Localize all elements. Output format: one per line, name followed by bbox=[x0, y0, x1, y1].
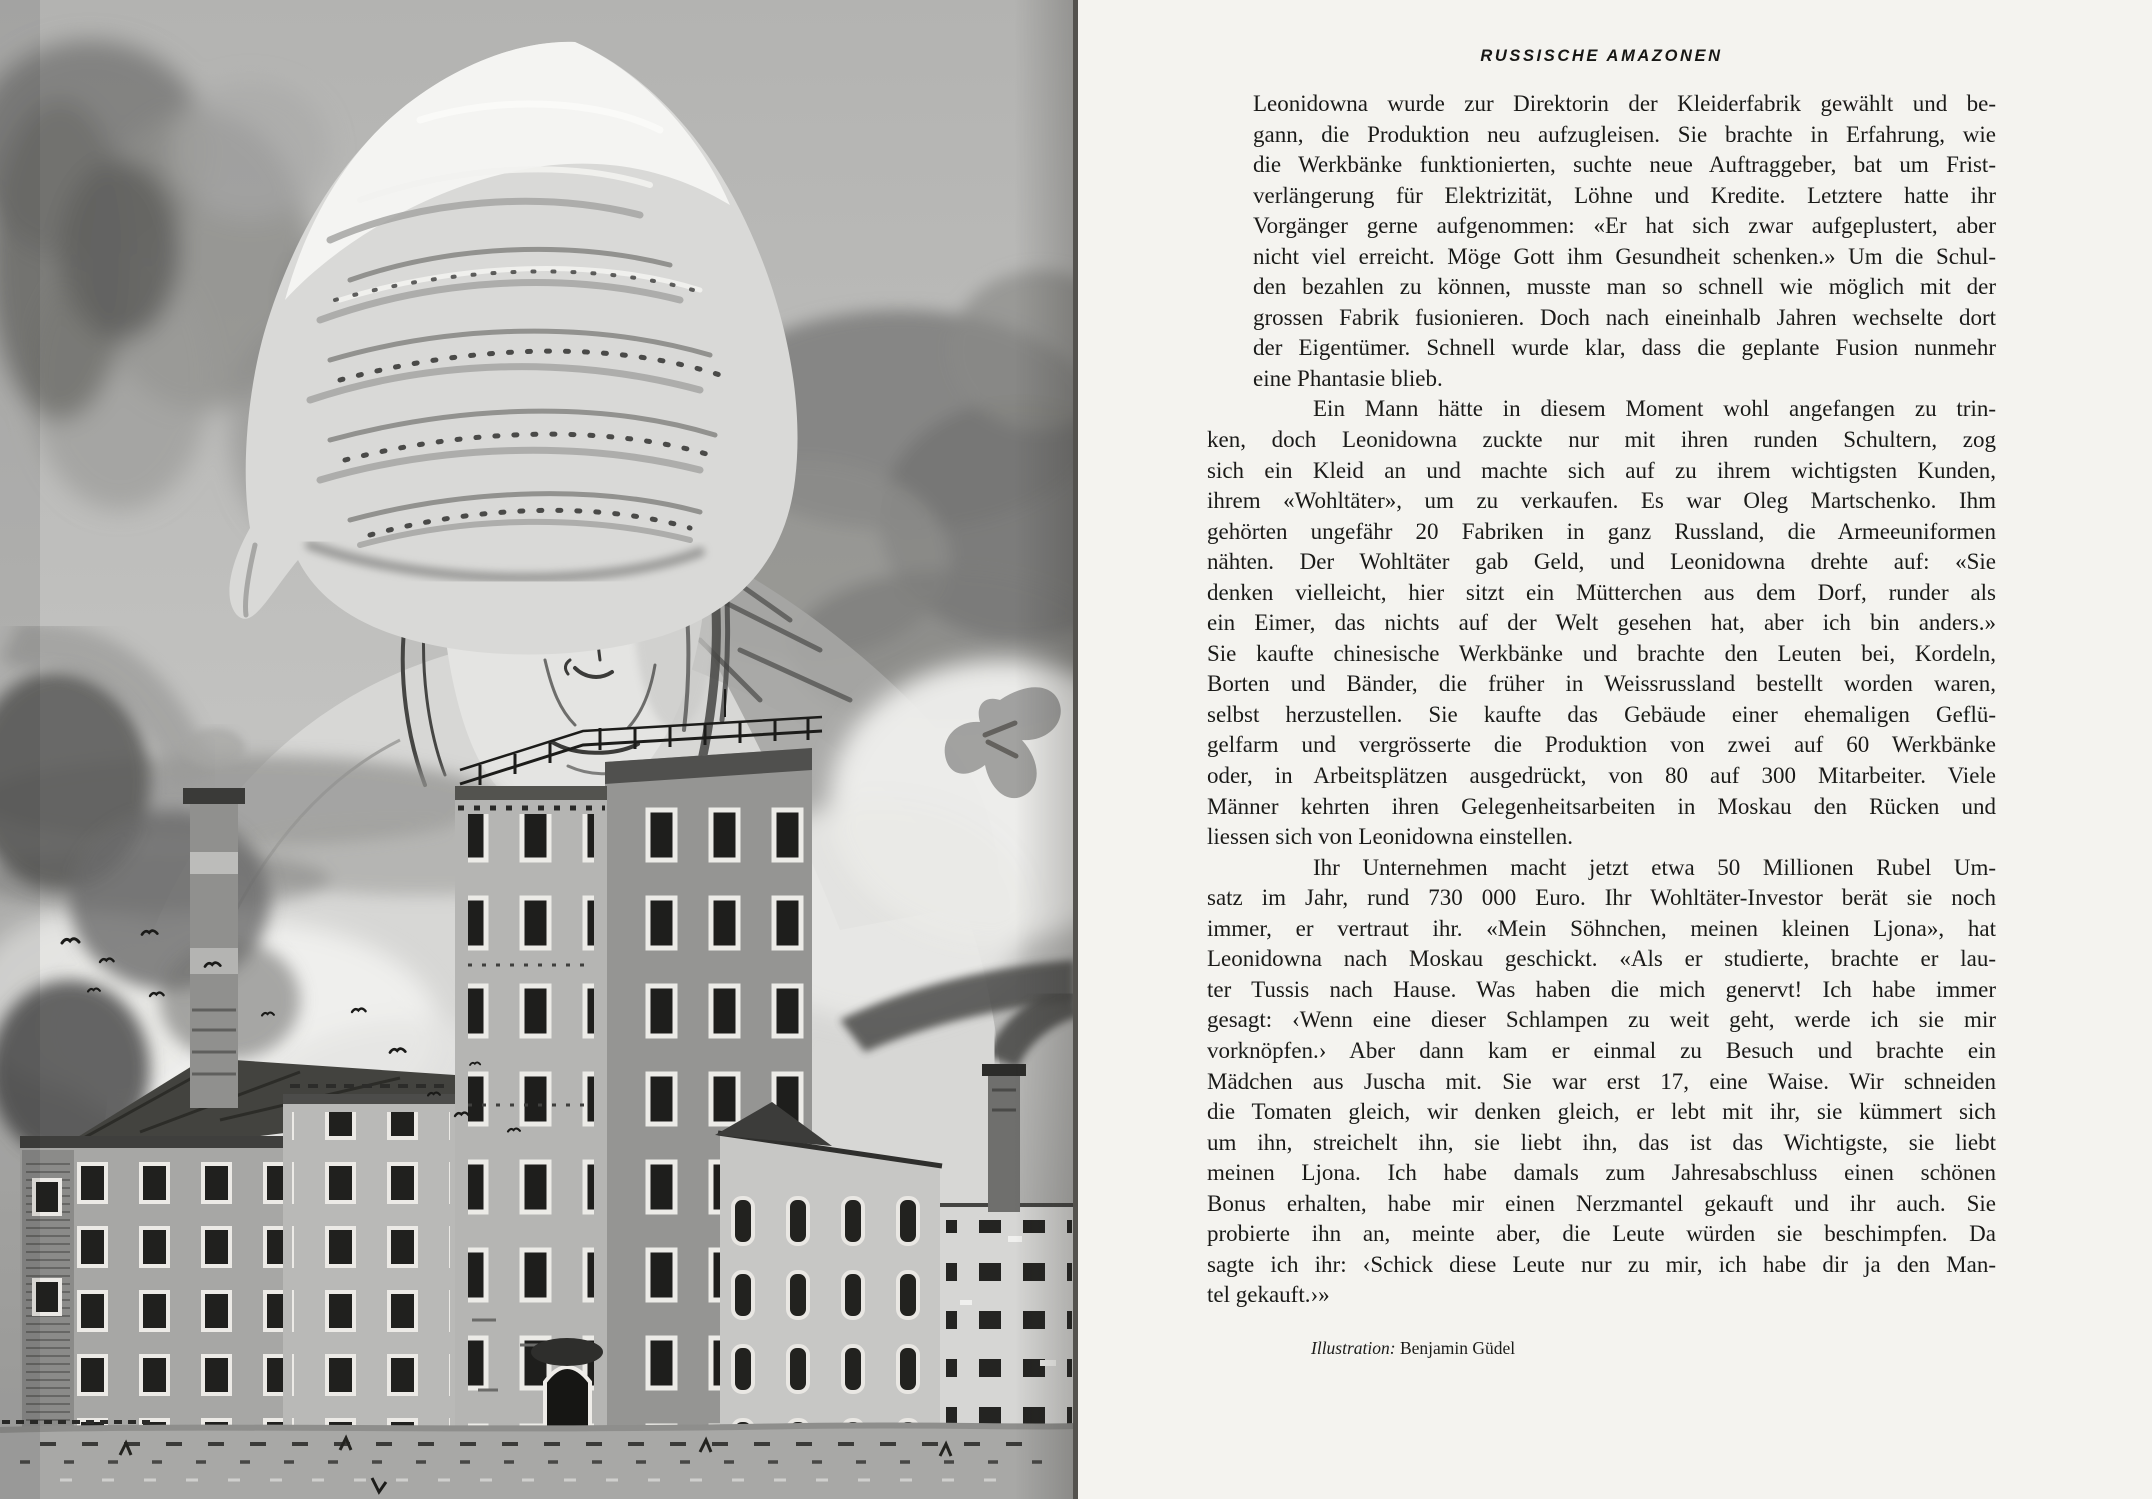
text-line: Bonus erhalten, habe mir einen Nerzmantel gekauft und ihr auch. Sie bbox=[1207, 1190, 1996, 1216]
text-line: um ihn, streichelt ihn, sie liebt ihn, das ist das Wichtigste, sie liebt bbox=[1207, 1129, 1996, 1155]
paragraph-2 bbox=[1207, 394, 1996, 852]
text-line: oder, in Arbeitsplätzen ausgedrückt, von 80 auf 300 Mitarbeiter. Viele bbox=[1207, 763, 1996, 789]
page-edge-shade bbox=[0, 0, 40, 1499]
illustration-credit bbox=[1311, 1338, 1515, 1359]
text-line: gesagt: ‹Wenn eine dieser Schlampen zu weit geht, werde ich sie mir bbox=[1207, 1007, 1996, 1033]
text-line: Vorgänger gerne aufgenommen: «Er hat sich zwar aufgeplustert, aber bbox=[1253, 213, 1996, 239]
text-line: ihrem «Wohltäter», um zu verkaufen. Es war Oleg Martschenko. Ihm bbox=[1207, 488, 1996, 514]
text-line: selbst herzustellen. Sie kaufte das Gebäude einer ehemaligen Geflü- bbox=[1207, 701, 1996, 727]
credit-label: Illustration: bbox=[1311, 1338, 1396, 1358]
text-line: sich ein Kleid an und machte sich auf zu ihrem wichtigsten Kunden, bbox=[1207, 457, 1996, 483]
text-line: vorknöpfen.› Aber dann kam er einmal zu Besuch und brachte ein bbox=[1207, 1037, 1996, 1063]
text-line: Leonidowna wurde zur Direktorin der Kleiderfabrik gewählt und be- bbox=[1253, 91, 1996, 116]
text-line: liessen sich von Leonidowna einstellen. bbox=[1207, 824, 1574, 850]
text-page bbox=[1078, 0, 2152, 1499]
tower-front-face bbox=[455, 786, 607, 1435]
text-line: nicht viel erreicht. Möge Gott ihm Gesundheit schenken.» Um die Schul- bbox=[1253, 243, 1996, 269]
text-line: denken vielleicht, hier sitzt ein Mütterchen aus dem Dorf, runder als bbox=[1207, 579, 1996, 605]
text-line: meinen Ljona. Ich habe damals zum Jahresabschluss einen schönen bbox=[1207, 1160, 1996, 1186]
paragraph-1 bbox=[1253, 89, 1996, 394]
text-line: Leonidowna nach Moskau geschickt. «Als er studierte, brachte er lau- bbox=[1207, 946, 1996, 972]
text-line: der Eigentümer. Schnell wurde klar, dass die geplante Fusion nunmehr bbox=[1253, 335, 1996, 361]
ground bbox=[0, 1422, 1075, 1499]
text-line: gehörten ungefähr 20 Fabriken in ganz Russland, die Armeeuniformen bbox=[1207, 518, 1996, 544]
article-body bbox=[1207, 89, 1996, 1311]
text-line: verlängerung für Elektrizität, Löhne und Kredite. Letztere hatte ihr bbox=[1253, 182, 1996, 208]
text-line: ter Tussis nach Hause. Was haben die mich genervt! Ich habe immer bbox=[1207, 976, 1996, 1002]
text-line: grossen Fabrik fusionieren. Doch nach eineinhalb Jahren wechselte dort bbox=[1253, 304, 1996, 330]
text-line: Männer kehrten ihren Gelegenheitsarbeiten in Moskau den Rücken und bbox=[1207, 793, 1996, 819]
text-line: ken, doch Leonidowna zuckte nur mit ihren runden Schultern, zog bbox=[1207, 427, 1996, 453]
mid-building bbox=[283, 1086, 455, 1435]
text-line: Sie kaufte chinesische Werkbänke und brachte den Leuten bei, Kordeln, bbox=[1207, 640, 1996, 666]
illustration-page bbox=[0, 0, 1075, 1499]
text-line: immer, er vertraut ihr. «Mein Söhnchen, meinen kleinen Ljona», hat bbox=[1207, 915, 1996, 941]
text-line: gelfarm und vergrösserte die Produktion von zwei auf 60 Werkbänke bbox=[1207, 732, 1996, 758]
text-line: probierte ihn an, meinte aber, die Leute würden sie beschimpfen. Da bbox=[1207, 1221, 1996, 1247]
credit-name: Benjamin Güdel bbox=[1399, 1338, 1516, 1358]
factory-woman-illustration bbox=[0, 0, 1075, 1499]
text-line: sagte ich ihr: ‹Schick diese Leute nur zu mir, ich habe dir ja den Man- bbox=[1207, 1251, 1996, 1277]
text-line: Mädchen aus Juscha mit. Sie war erst 17, eine Waise. Wir schneiden bbox=[1207, 1068, 1996, 1094]
text-line: nähten. Der Wohltäter gab Geld, und Leonidowna drehte auf: «Sie bbox=[1207, 549, 1996, 575]
paragraph-3 bbox=[1207, 853, 1996, 1311]
text-line: gann, die Produktion neu aufzugleisen. Sie brachte in Erfahrung, wie bbox=[1253, 121, 1996, 147]
text-line: den bezahlen zu können, musste man so schnell wie möglich mit der bbox=[1253, 274, 1996, 300]
text-line: Borten und Bänder, die früher in Weissrussland bestellt worden waren, bbox=[1207, 671, 1996, 697]
text-line: die Werkbänke funktionierten, suchte neue Auftraggeber, bat um Frist- bbox=[1253, 152, 1996, 178]
text-line: Ein Mann hätte in diesem Moment wohl angefangen zu trin- bbox=[1313, 396, 1996, 422]
text-line: eine Phantasie blieb. bbox=[1253, 365, 1443, 391]
text-line: tel gekauft.›» bbox=[1207, 1282, 1330, 1308]
text-line: Ihr Unternehmen macht jetzt etwa 50 Millionen Rubel Um- bbox=[1313, 854, 1996, 880]
far-right-building bbox=[940, 1205, 1075, 1435]
text-line: die Tomaten gleich, wir denken gleich, er lebt mit ihr, sie kümmert sich bbox=[1207, 1099, 1996, 1125]
text-line: satz im Jahr, rund 730 000 Euro. Ihr Wohltäter-Investor berät sie noch bbox=[1207, 885, 1996, 911]
left-building bbox=[20, 1136, 292, 1435]
running-head: RUSSISCHE AMAZONEN bbox=[1480, 47, 1723, 65]
text-line: ein Eimer, das nichts auf der Welt gesehen hat, aber ich bin anders.» bbox=[1207, 610, 1996, 636]
